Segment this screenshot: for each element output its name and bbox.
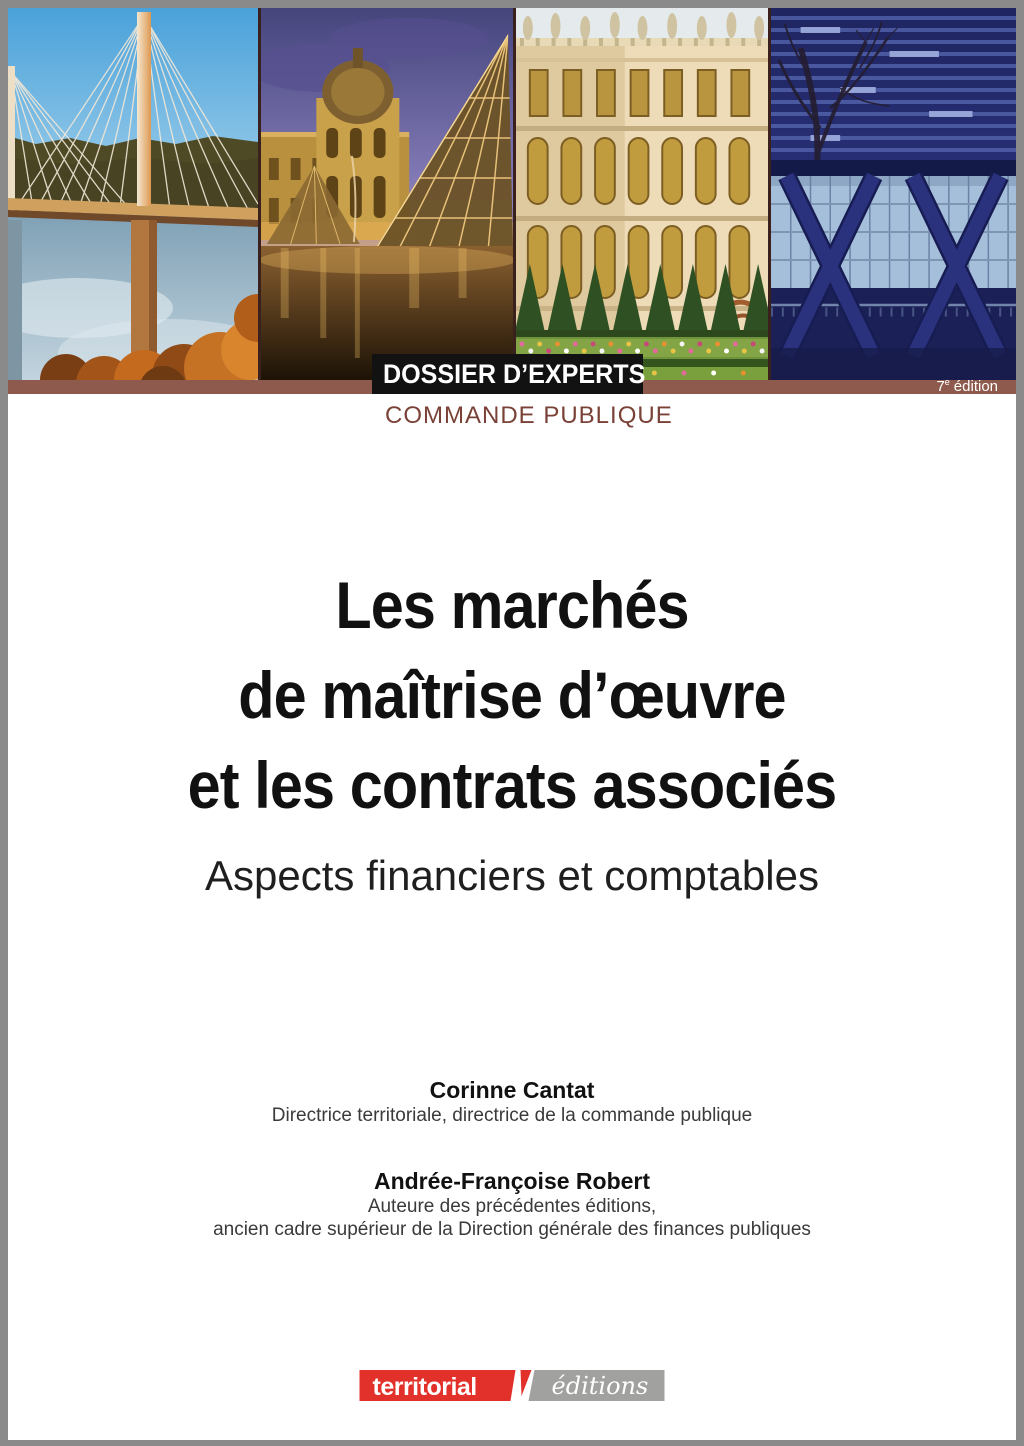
publisher-name: territorial (372, 1373, 477, 1401)
modern-building-illustration (771, 8, 1016, 380)
cover-photo-versailles-palace (513, 8, 768, 380)
author (8, 1167, 1016, 1241)
author-role: ancien cadre supérieur de la Direction générale des finances publiques (213, 1219, 811, 1240)
versailles-illustration (516, 8, 768, 380)
author-name: Andrée-Françoise Robert (373, 1168, 651, 1194)
book-subtitle: Aspects financiers et comptables (205, 852, 819, 899)
author-role: Directrice territoriale, directrice de la commande publique (271, 1105, 753, 1126)
louvre-pyramid-illustration (261, 8, 513, 380)
series-label: COMMANDE PUBLIQUE (385, 402, 673, 429)
dossier-banner-label: DOSSIER D’EXPERTS (383, 358, 646, 389)
cover-photo-modern-building (768, 8, 1016, 380)
title-line-2: de maîtrise d’œuvre (238, 658, 786, 732)
title-line-3: et les contrats associés (187, 748, 837, 822)
logo-red-wedge (521, 1370, 532, 1396)
publisher-logo (360, 1370, 665, 1401)
author-name: Corinne Cantat (429, 1077, 595, 1103)
territorial-editions-logo (360, 1370, 665, 1401)
cover-photo-millau-viaduct (8, 8, 258, 380)
book-cover-page (8, 8, 1016, 1440)
authors-block (8, 1076, 1016, 1241)
author-role: Auteure des précédentes éditions, (367, 1196, 657, 1217)
title-line-1: Les marchés (335, 568, 689, 642)
cover-photo-louvre-pyramid (258, 8, 513, 380)
author (8, 1076, 1016, 1127)
millau-viaduct-illustration (8, 8, 258, 380)
photo-strip (8, 8, 1016, 380)
edition-label: 7e édition (936, 377, 998, 395)
dossier-banner (372, 354, 646, 394)
book-title (8, 560, 1016, 830)
publisher-division: éditions (551, 1372, 649, 1400)
